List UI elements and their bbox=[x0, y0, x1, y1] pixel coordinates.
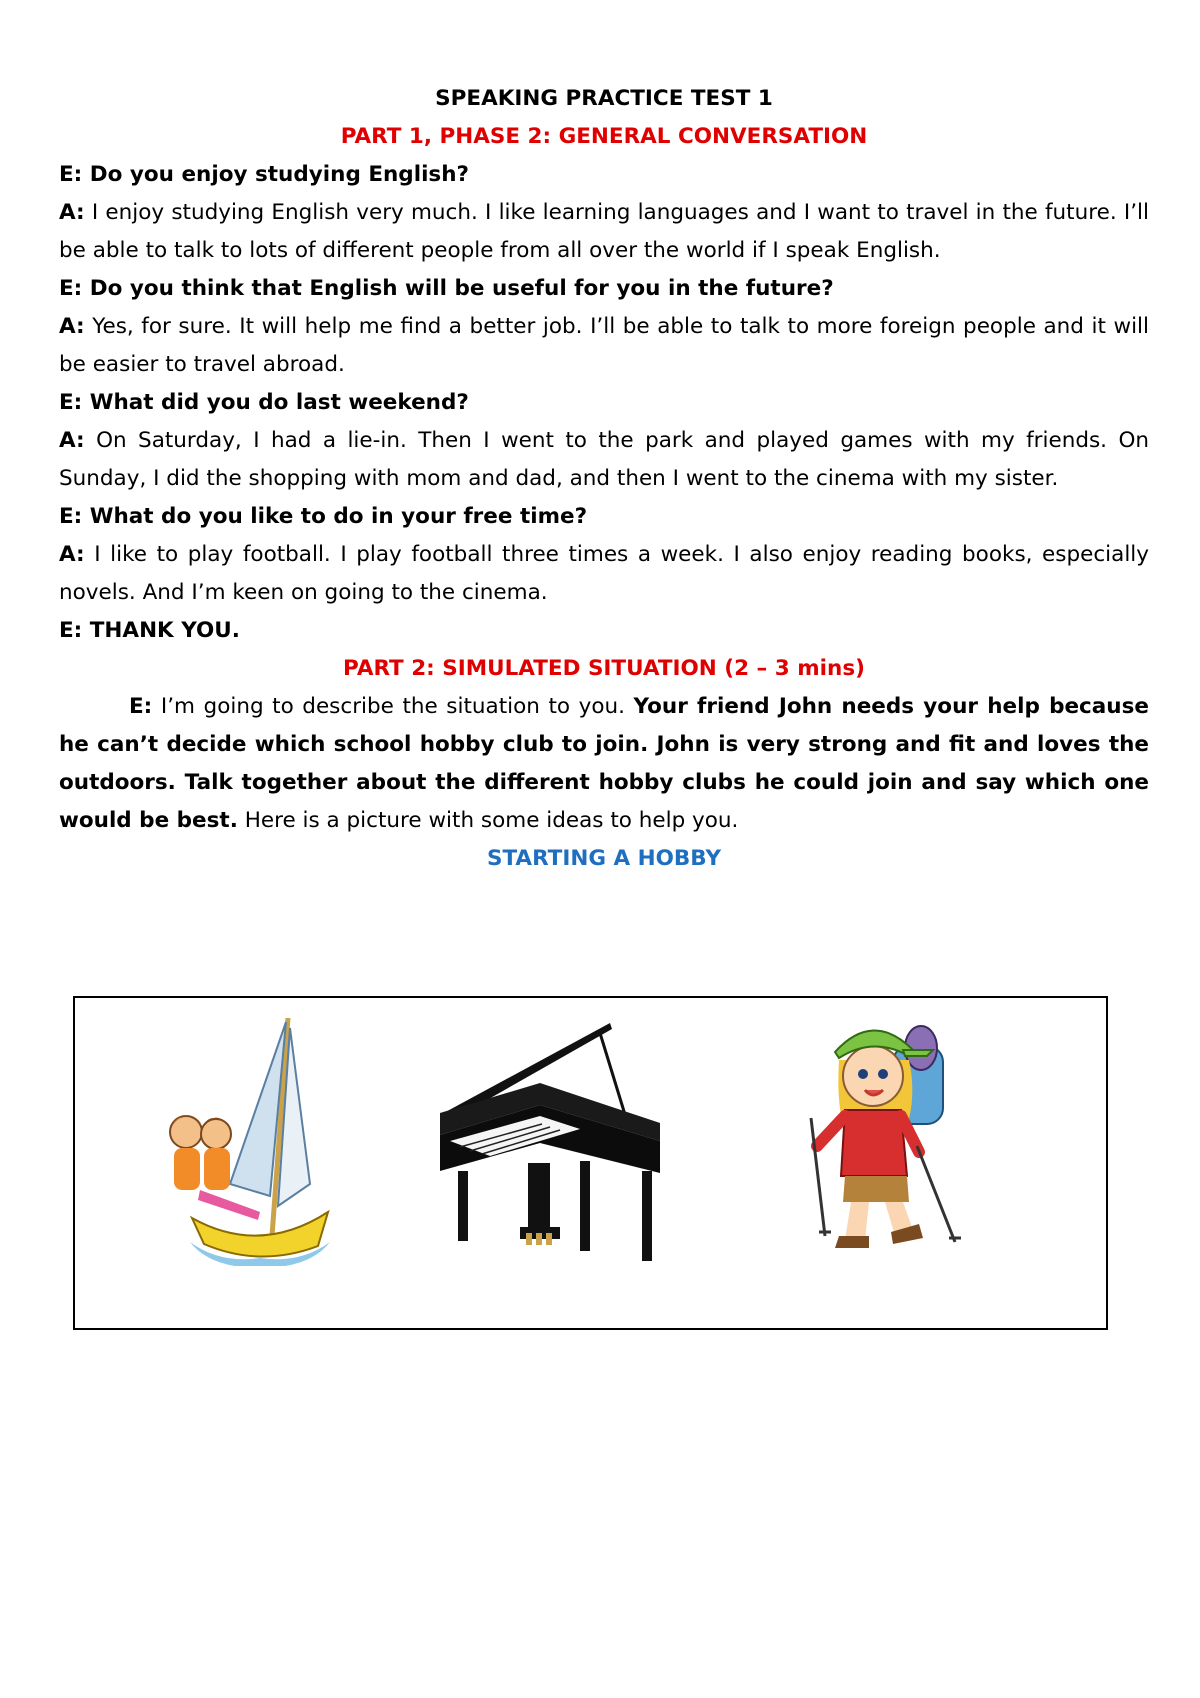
answer-1 bbox=[59, 194, 1149, 270]
answer-label: A: bbox=[59, 200, 85, 225]
sailing-boat-image bbox=[160, 1006, 350, 1266]
answer-label: A: bbox=[59, 542, 85, 567]
part2-intro: I’m going to describe the situation to you. bbox=[152, 694, 634, 719]
question-4: E: What do you like to do in your free time? bbox=[59, 504, 588, 529]
document-page bbox=[59, 80, 1149, 878]
question-3: E: What did you do last weekend? bbox=[59, 390, 469, 415]
answer-4 bbox=[59, 536, 1149, 612]
hiker-image bbox=[795, 1006, 965, 1271]
part2-task: Your friend John needs your help because he can’t decide which school hobby club to join. John is very strong and fit and loves the outdoors. Talk together about the different hobby clubs he could join and say which one would be best. bbox=[59, 694, 1149, 833]
part1-heading: PART 1, PHASE 2: GENERAL CONVERSATION bbox=[340, 124, 868, 149]
part2-outro: Here is a picture with some ideas to help you. bbox=[237, 808, 739, 833]
question-1: E: Do you enjoy studying English? bbox=[59, 162, 470, 187]
answer-2 bbox=[59, 308, 1149, 384]
answer-3 bbox=[59, 422, 1149, 498]
part2-heading: PART 2: SIMULATED SITUATION (2 – 3 mins) bbox=[343, 656, 865, 681]
picture-heading: STARTING A HOBBY bbox=[486, 846, 722, 871]
answer-label: A: bbox=[59, 428, 85, 453]
part2-instructions bbox=[59, 688, 1149, 840]
answer-label: A: bbox=[59, 314, 85, 339]
hobby-picture-box bbox=[73, 996, 1108, 1330]
page-title: SPEAKING PRACTICE TEST 1 bbox=[435, 86, 773, 111]
examiner-label: E: bbox=[129, 694, 153, 719]
answer-text: I enjoy studying English very much. I like learning languages and I want to travel in the future. I’ll be able to talk to lots of different people from all over the world if I speak English. bbox=[59, 200, 1149, 263]
answer-text: Yes, for sure. It will help me find a better job. I’ll be able to talk to more foreign people and it will be easier to travel abroad. bbox=[59, 314, 1149, 377]
answer-text: I like to play football. I play football three times a week. I also enjoy reading books, especially novels. And I’m keen on going to the cinema. bbox=[59, 542, 1149, 605]
question-2: E: Do you think that English will be useful for you in the future? bbox=[59, 276, 834, 301]
piano-image bbox=[430, 1013, 680, 1268]
answer-text: On Saturday, I had a lie-in. Then I went to the park and played games with my friends. On Sunday, I did the shopping with mom and dad, and then I went to the cinema with my sister. bbox=[59, 428, 1149, 491]
thank-you: E: THANK YOU. bbox=[59, 618, 240, 643]
